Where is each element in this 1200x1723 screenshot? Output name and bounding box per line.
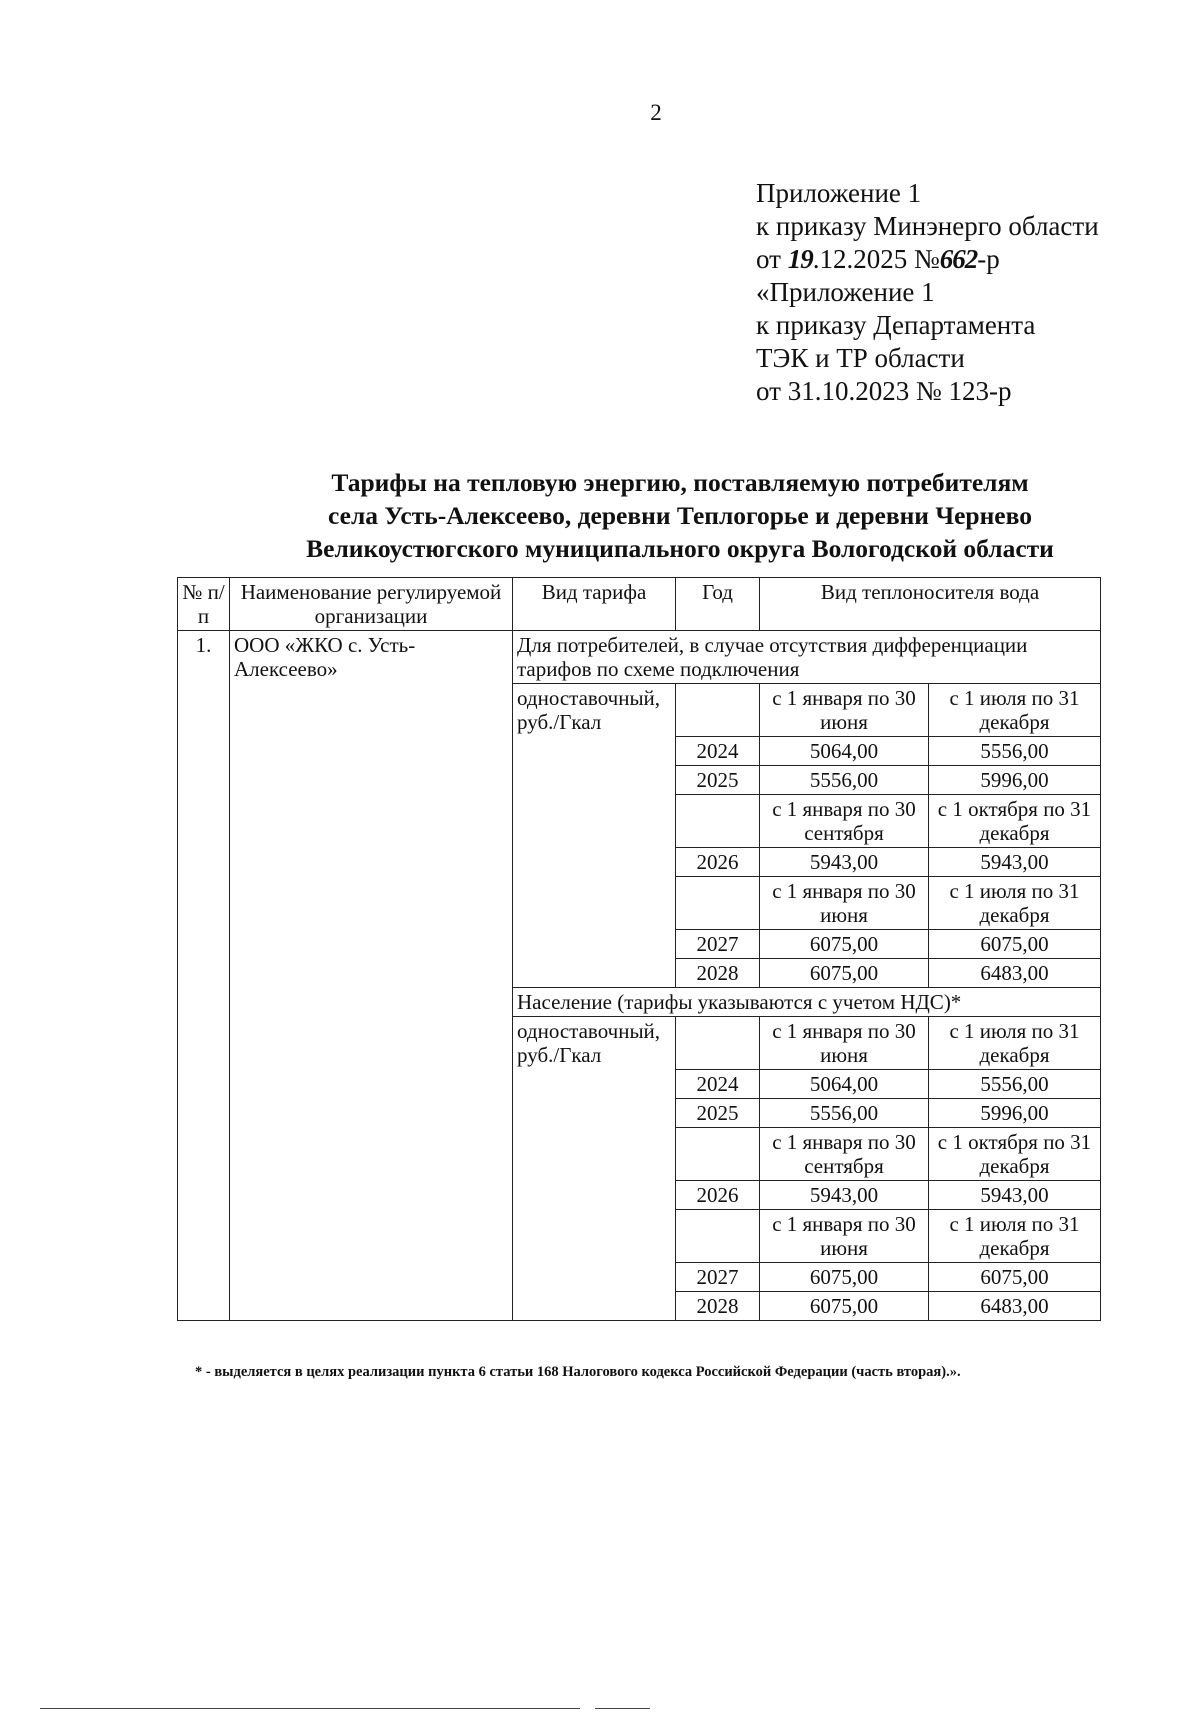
period-b-cell: 6483,00 xyxy=(929,1292,1101,1321)
footnote: * - выделяется в целях реализации пункта 6 статьи 168 Налогового кодекса Российской Федерации (часть вторая).». xyxy=(195,1364,961,1380)
year-cell: 2027 xyxy=(676,1263,760,1292)
handwritten-day: 19 xyxy=(787,244,813,274)
period-a-cell: с 1 января по 30 сентября xyxy=(760,1128,929,1181)
year-cell: 2026 xyxy=(676,848,760,877)
title-line: Великоустюгского муниципального округа Вологодской области xyxy=(306,534,1054,563)
table-header-row xyxy=(178,578,1101,631)
period-b-cell: с 1 октября по 31 декабря xyxy=(929,1128,1101,1181)
period-b-cell: с 1 июля по 31 декабря xyxy=(929,877,1101,930)
year-cell: 2024 xyxy=(676,737,760,766)
header-org: Наименование регулируемой организации xyxy=(230,578,513,631)
header-num: № п/п xyxy=(178,578,230,631)
year-cell xyxy=(676,1210,760,1263)
header-carrier: Вид теплоносителя вода xyxy=(760,578,1101,631)
document-title xyxy=(180,466,1180,565)
year-cell xyxy=(676,877,760,930)
page-number: 2 xyxy=(650,100,662,125)
appendix-block xyxy=(756,177,1099,408)
year-cell: 2027 xyxy=(676,930,760,959)
period-a-cell: 6075,00 xyxy=(760,1263,929,1292)
period-b-cell: с 1 июля по 31 декабря xyxy=(929,1017,1101,1070)
year-cell xyxy=(676,795,760,848)
period-b-cell: 6075,00 xyxy=(929,930,1101,959)
year-cell xyxy=(676,684,760,737)
period-b-cell: 5556,00 xyxy=(929,737,1101,766)
tariff-type: одноставочный, руб./Гкал xyxy=(513,1017,676,1321)
period-b-cell: 5943,00 xyxy=(929,848,1101,877)
tariff-type: одноставочный, руб./Гкал xyxy=(513,684,676,988)
header-year: Год xyxy=(676,578,760,631)
year-cell: 2028 xyxy=(676,1292,760,1321)
period-b-cell: с 1 июля по 31 декабря xyxy=(929,684,1101,737)
appendix-date-prefix: от xyxy=(756,244,781,274)
appendix-line: ТЭК и ТР области xyxy=(756,343,965,373)
period-a-cell: с 1 января по 30 сентября xyxy=(760,795,929,848)
section-title-row xyxy=(178,631,1101,684)
title-line: Тарифы на тепловую энергию, поставляемую потребителям xyxy=(331,468,1029,497)
period-b-cell: 5996,00 xyxy=(929,1099,1101,1128)
period-a-cell: 5943,00 xyxy=(760,1181,929,1210)
period-a-cell: с 1 января по 30 июня xyxy=(760,877,929,930)
period-b-cell: с 1 июля по 31 декабря xyxy=(929,1210,1101,1263)
bottom-rule xyxy=(40,1708,580,1709)
period-a-cell: 5943,00 xyxy=(760,848,929,877)
year-cell: 2025 xyxy=(676,766,760,795)
period-a-cell: с 1 января по 30 июня xyxy=(760,1017,929,1070)
tariff-table xyxy=(177,577,1101,1321)
section-title: Для потребителей, в случае отсутствия дифференциации тарифов по схеме подключения xyxy=(513,631,1101,684)
header-tariff-type: Вид тарифа xyxy=(513,578,676,631)
period-a-cell: 5556,00 xyxy=(760,766,929,795)
period-a-cell: 6075,00 xyxy=(760,959,929,988)
appendix-line: к приказу Минэнерго области xyxy=(756,211,1099,241)
row-number: 1. xyxy=(178,631,230,1321)
period-a-cell: 6075,00 xyxy=(760,1292,929,1321)
period-b-cell: 5996,00 xyxy=(929,766,1101,795)
appendix-date-mid: .12.2025 № xyxy=(812,244,940,274)
section-title: Население (тарифы указываются с учетом НДС)* xyxy=(513,988,1101,1017)
bottom-rule xyxy=(595,1708,650,1709)
year-cell xyxy=(676,1128,760,1181)
appendix-line: к приказу Департамента xyxy=(756,310,1036,340)
period-b-cell: 6483,00 xyxy=(929,959,1101,988)
appendix-line: от 31.10.2023 № 123-р xyxy=(756,376,1012,406)
period-b-cell: с 1 октября по 31 декабря xyxy=(929,795,1101,848)
handwritten-order-number: 662 xyxy=(939,244,978,274)
period-a-cell: с 1 января по 30 июня xyxy=(760,684,929,737)
period-a-cell: 6075,00 xyxy=(760,930,929,959)
year-cell xyxy=(676,1017,760,1070)
period-a-cell: с 1 января по 30 июня xyxy=(760,1210,929,1263)
year-cell: 2028 xyxy=(676,959,760,988)
period-a-cell: 5064,00 xyxy=(760,1070,929,1099)
title-line: села Усть-Алексеево, деревни Теплогорье и деревни Чернево xyxy=(328,501,1032,530)
org-name: ООО «ЖКО с. Усть-Алексеево» xyxy=(230,631,513,1321)
year-cell: 2025 xyxy=(676,1099,760,1128)
year-cell: 2024 xyxy=(676,1070,760,1099)
period-a-cell: 5556,00 xyxy=(760,1099,929,1128)
year-cell: 2026 xyxy=(676,1181,760,1210)
appendix-line: Приложение 1 xyxy=(756,178,922,208)
appendix-line: «Приложение 1 xyxy=(756,277,935,307)
period-b-cell: 5943,00 xyxy=(929,1181,1101,1210)
period-b-cell: 5556,00 xyxy=(929,1070,1101,1099)
appendix-date-suffix: -р xyxy=(977,244,1000,274)
appendix-date-line xyxy=(756,243,1099,276)
period-a-cell: 5064,00 xyxy=(760,737,929,766)
period-b-cell: 6075,00 xyxy=(929,1263,1101,1292)
